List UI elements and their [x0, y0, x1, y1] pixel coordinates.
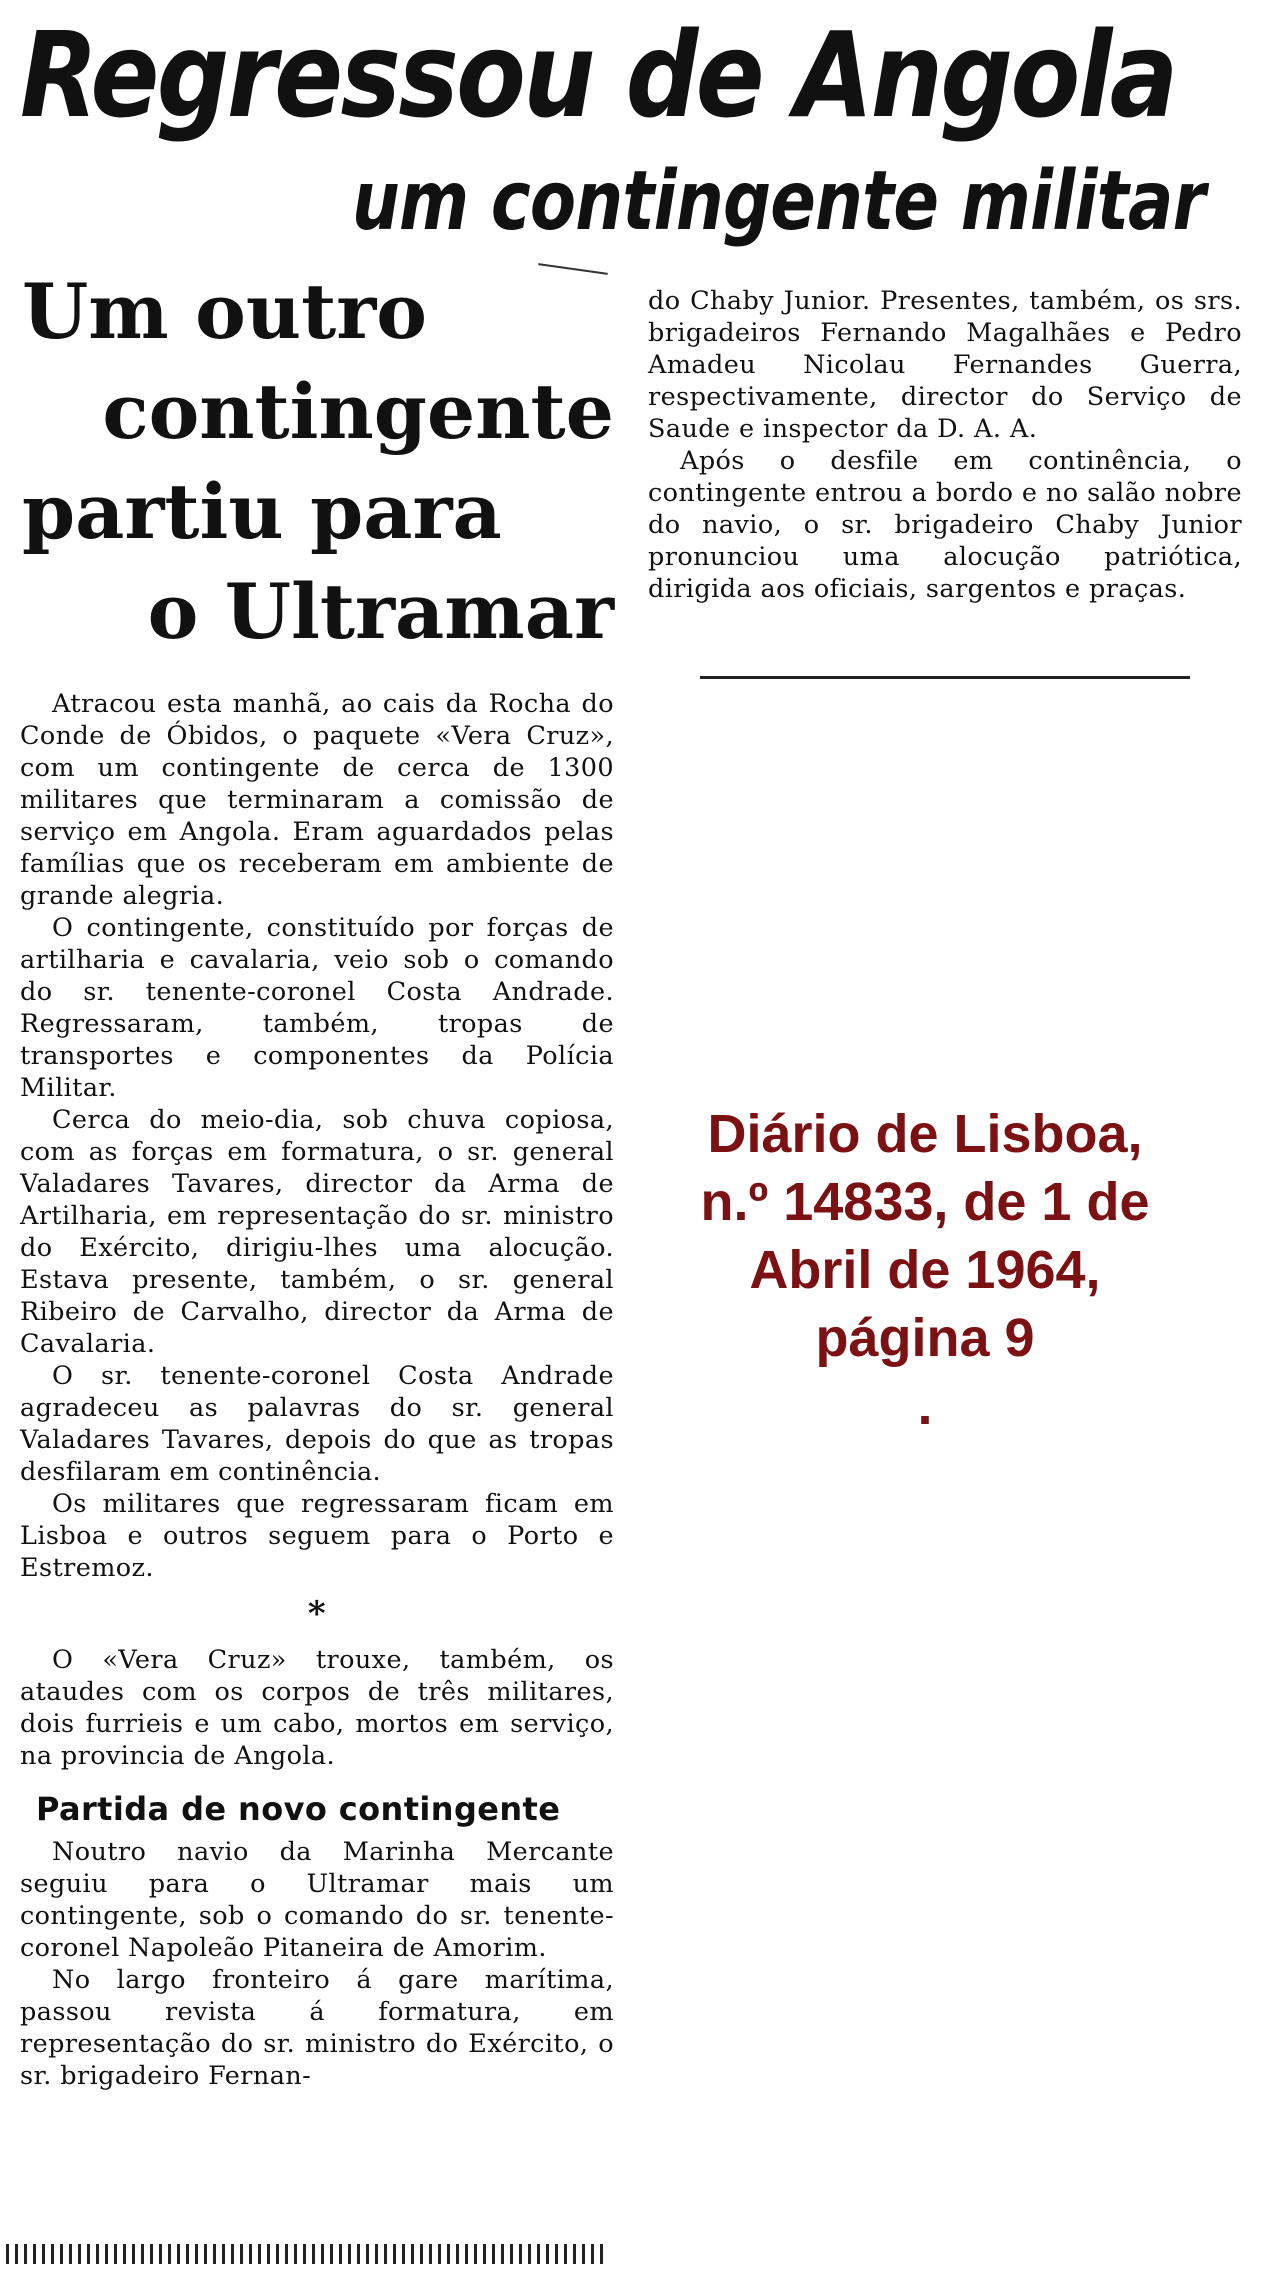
caption-line: Abril de 1964, — [749, 1240, 1101, 1300]
subhead-line: partiu para — [22, 467, 502, 556]
headline-sub: um contingente militar — [352, 154, 1205, 249]
caption-line: Diário de Lisboa, — [707, 1104, 1143, 1164]
article-paragraph: O sr. tenente-coronel Costa Andrade agradeceu as palavras do sr. general Valadares Tavares, depois do que as tropas desfilaram em continência. — [20, 1361, 614, 1487]
column-rule — [700, 676, 1190, 679]
article-paragraph: O «Vera Cruz» trouxe, também, os ataudes com os corpos de três militares, dois furrieis e um cabo, mortos em serviço, na provincia de Angola. — [20, 1645, 614, 1771]
article-paragraph: do Chaby Junior. Presentes, também, os srs. brigadeiros Fernando Magalhães e Pedro Amadeu Nicolau Fernandes Guerra, respectivamente, director do Serviço de Saude e inspector da D. A. A. — [648, 286, 1242, 444]
article-column-left — [20, 688, 614, 2092]
article-paragraph: Cerca do meio-dia, sob chuva copiosa, com as forças em formatura, o sr. general Valadares Tavares, director da Arma de Artilharia, em representação do sr. ministro do Exército, dirigiu-lhes uma alocução. Estava presente, também, o sr. general Ribeiro de Carvalho, director da Arma de Cavalaria. — [20, 1105, 614, 1359]
section-title: Partida de novo contingente — [36, 1790, 561, 1828]
article-paragraph: No largo fronteiro á gare marítima, passou revista á formatura, em representação do sr. ministro do Exército, o sr. brigadeiro Fernan- — [20, 1965, 614, 2091]
caption-line: página 9 — [815, 1308, 1035, 1368]
subhead-line: o Ultramar — [147, 567, 614, 656]
subhead-line: Um outro — [22, 267, 427, 356]
subhead-line: contingente — [102, 367, 614, 456]
article-paragraph: Atracou esta manhã, ao cais da Rocha do Conde de Óbidos, o paquete «Vera Cruz», com um contingente de cerca de 1300 militares que terminaram a comissão de serviço em Angola. Eram aguardados pelas famílias que os receberam em ambiente de grande alegria. — [20, 689, 614, 911]
caption-line: . — [917, 1376, 933, 1436]
article-paragraph: O contingente, constituído por forças de artilharia e cavalaria, veio sob o comando do sr. tenente-coronel Costa Andrade. Regressaram, também, tropas de transportes e componentes da Polícia Militar. — [20, 913, 614, 1103]
headline-main: Regressou de Angola — [20, 6, 1176, 144]
article-paragraph: Noutro navio da Marinha Mercante seguiu para o Ultramar mais um contingente, sob o comando do sr. tenente-coronel Napoleão Pitaneira de Amorim. — [20, 1837, 614, 1963]
caption-line: n.º 14833, de 1 de — [700, 1172, 1150, 1232]
article-paragraph: Os militares que regressaram ficam em Lisboa e outros seguem para o Porto e Estremoz. — [20, 1489, 614, 1583]
subheadline — [22, 262, 614, 662]
article-paragraph: Após o desfile em continência, o contingente entrou a bordo e no salão nobre do navio, o sr. brigadeiro Chaby Junior pronunciou uma alocução patriótica, dirigida aos oficiais, sargentos e praças. — [648, 446, 1242, 604]
source-caption — [660, 1100, 1190, 1440]
separator-asterisk: * — [307, 1594, 327, 1634]
article-column-right — [648, 285, 1242, 605]
cut-edge — [6, 2244, 604, 2264]
